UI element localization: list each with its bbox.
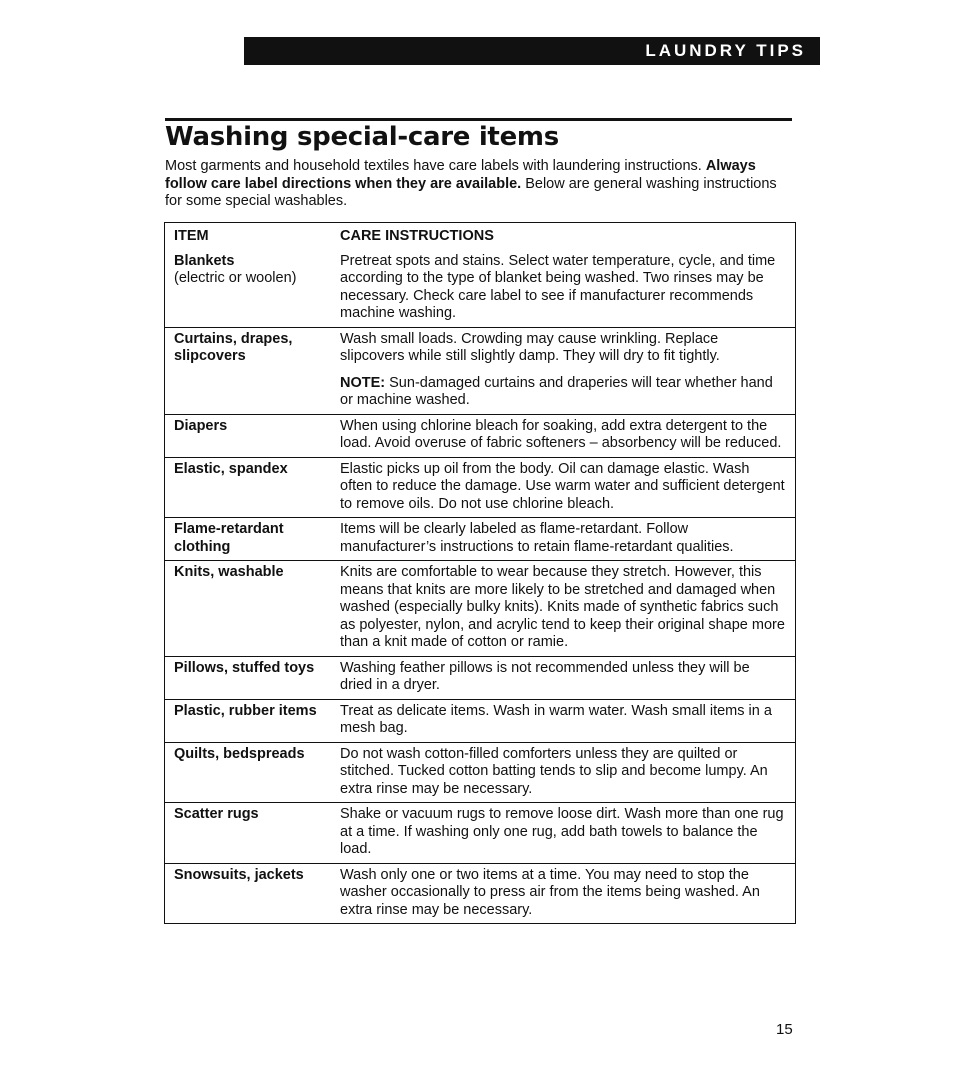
section-header-label: LAUNDRY TIPS — [645, 41, 806, 60]
table-row — [165, 863, 796, 924]
table-header-row — [165, 223, 796, 250]
item-name: Quilts, bedspreads — [174, 745, 305, 762]
table-row — [165, 457, 796, 518]
table-row — [165, 561, 796, 657]
care-cell: Items will be clearly labeled as flame-retardant. Follow manufacturer’s instructions to retain flame-retardant qualities. — [340, 518, 796, 561]
care-cell: Shake or vacuum rugs to remove loose dirt. Wash more than one rug at a time. If washing only one rug, add bath towels to balance the load. — [340, 803, 796, 864]
table-row — [165, 699, 796, 742]
care-cell: Washing feather pillows is not recommended unless they will be dried in a dryer. — [340, 656, 796, 699]
item-cell — [165, 742, 341, 803]
table-row — [165, 518, 796, 561]
item-name: Plastic, rubber items — [174, 702, 317, 719]
care-cell: Treat as delicate items. Wash in warm water. Wash small items in a mesh bag. — [340, 699, 796, 742]
item-cell — [165, 327, 341, 414]
care-text: Wash small loads. Crowding may cause wrinkling. Replace slipcovers while still slightly damp. They will dry to fit tightly. — [340, 330, 720, 364]
section-header-bar — [244, 37, 820, 65]
table-row — [165, 803, 796, 864]
intro-text-after: Below are general washing instructions for some special washables. — [165, 175, 777, 209]
item-cell — [165, 250, 341, 328]
item-cell — [165, 518, 341, 561]
note-text: Sun-damaged curtains and draperies will tear whether hand or machine washed. — [340, 374, 773, 408]
care-note — [340, 375, 785, 410]
page-title: Washing special-care items — [165, 122, 559, 152]
item-cell — [165, 803, 341, 864]
item-name: Blankets — [174, 252, 235, 269]
table-row — [165, 656, 796, 699]
care-cell — [340, 327, 796, 414]
item-name: Knits, washable — [174, 564, 284, 580]
intro-bold-text: Always follow care label directions when they are available. — [165, 158, 756, 192]
title-rule — [165, 118, 792, 121]
item-cell — [165, 457, 341, 518]
intro-text-before: Most garments and household textiles have care labels with laundering instructions. — [165, 158, 706, 174]
page-number: 15 — [776, 1021, 793, 1038]
item-name: Snowsuits, jackets — [174, 866, 304, 883]
care-table — [164, 222, 796, 924]
table-row — [165, 742, 796, 803]
item-name: Scatter rugs — [174, 806, 259, 822]
care-cell: Pretreat spots and stains. Select water temperature, cycle, and time according to the type of blanket being washed. Two rinses may be necessary. Check care label to see if manufacturer recommends machine washing. — [340, 252, 776, 321]
care-cell: Knits are comfortable to wear because they stretch. However, this means that knits are more likely to be stretched and damaged when washed (especially bulky knits). Knits made of synthetic fabrics such as polyester, nylon, and acrylic tend to keep their original shape more than a knit made of cotton or ramie. — [340, 561, 796, 657]
table-row — [165, 327, 796, 414]
item-cell — [165, 414, 341, 457]
intro-paragraph — [165, 158, 795, 211]
item-name: Elastic, spandex — [174, 460, 288, 477]
item-name: Diapers — [174, 417, 228, 434]
item-name: Pillows, stuffed toys — [174, 659, 315, 676]
care-cell: When using chlorine bleach for soaking, add extra detergent to the load. Avoid overuse of fabric softeners – absorbency will be reduced. — [340, 414, 796, 457]
item-cell — [165, 699, 341, 742]
item-cell — [165, 561, 341, 657]
item-name: Curtains, drapes, slipcovers — [174, 330, 293, 364]
note-label: NOTE: — [340, 374, 386, 391]
item-subtitle: (electric or woolen) — [174, 270, 297, 286]
column-header-item: ITEM — [174, 228, 209, 244]
care-cell: Do not wash cotton-filled comforters unless they are quilted or stitched. Tucked cotton batting tends to slip and become lumpy. An extra rinse may be necessary. — [340, 742, 796, 803]
item-name: Flame-retardant clothing — [174, 521, 284, 555]
table-row — [165, 414, 796, 457]
item-cell — [165, 656, 341, 699]
column-header-care: CARE INSTRUCTIONS — [340, 228, 494, 244]
care-cell: Elastic picks up oil from the body. Oil can damage elastic. Wash often to reduce the damage. Use warm water and sufficient detergent to remove oils. Do not use chlorine bleach. — [340, 457, 796, 518]
table-row — [165, 250, 796, 328]
care-cell: Wash only one or two items at a time. You may need to stop the washer occasionally to press air from the items being washed. An extra rinse may be necessary. — [340, 863, 796, 924]
item-cell — [165, 863, 341, 924]
